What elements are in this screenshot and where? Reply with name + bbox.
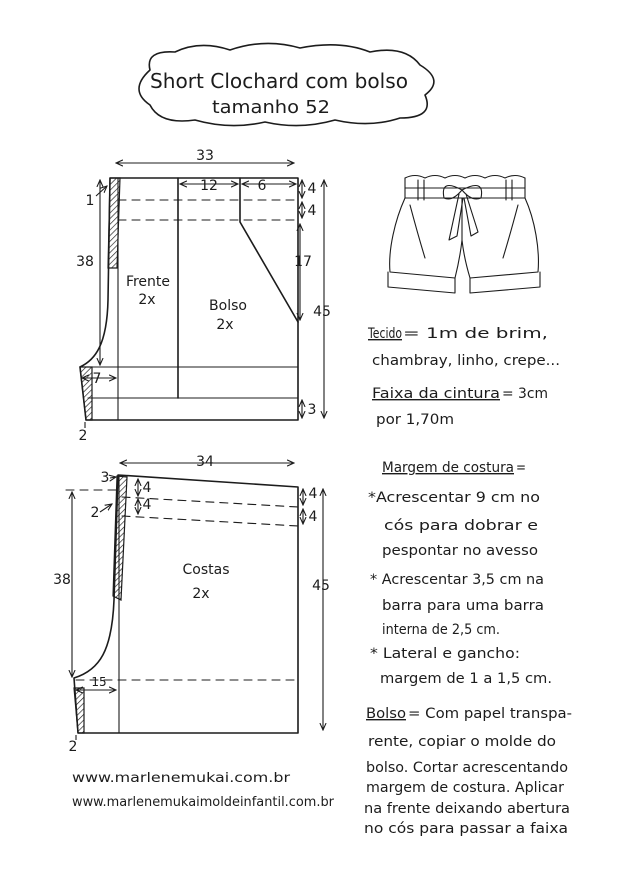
fabric-label: Tecido xyxy=(367,326,402,342)
website-link-2: www.marlenemukaimoldeinfantil.com.br xyxy=(72,795,335,810)
opening-width-label: 6 xyxy=(257,178,267,194)
front-crotch-ext-label: 7 xyxy=(92,371,102,387)
back-fold-line-2 xyxy=(122,516,298,526)
seam-note-2-line-2: barra para uma barra xyxy=(382,598,544,614)
seam-note-1-line-1: *Acrescentar 9 cm no xyxy=(368,490,540,506)
front-crotch-height-label: 38 xyxy=(76,254,94,270)
back-outline xyxy=(74,475,298,733)
front-pattern xyxy=(76,148,331,444)
front-width-label: 33 xyxy=(196,148,214,164)
size-label: tamanho 52 xyxy=(212,97,330,118)
back-rise-pointer-top xyxy=(110,477,116,478)
waistband-label: Faixa da cintura xyxy=(372,386,500,402)
waistband-top xyxy=(405,176,525,179)
back-rise-hatch xyxy=(113,476,127,600)
back-right-fold-label-1: 4 xyxy=(308,486,318,502)
pocket-note-line-2: bolso. Cortar acrescentando xyxy=(366,760,568,776)
seam-note-3-line-1: * Lateral e gancho: xyxy=(370,646,520,662)
back-inseam-mark: 2 xyxy=(68,739,78,755)
seam-note-3-line-2: margem de 1 a 1,5 cm. xyxy=(380,671,552,687)
pocket-piece-label: Bolso xyxy=(209,298,247,314)
crotch-seam xyxy=(455,198,470,278)
seam-allowance-value: = xyxy=(516,460,526,476)
back-inseam-hatch xyxy=(74,688,84,733)
front-rise-pointer xyxy=(96,186,107,196)
right-leg xyxy=(470,198,540,293)
seam-allowance-label: Margem de costura xyxy=(382,460,514,476)
back-pattern xyxy=(53,454,330,755)
waistband-value: = 3cm xyxy=(502,386,548,402)
pocket-piece-qty: 2x xyxy=(216,317,234,333)
website-credits xyxy=(72,771,335,810)
pocket-width-label: 12 xyxy=(200,178,218,194)
back-rise-mark-side: 2 xyxy=(90,505,100,521)
front-piece-qty: 2x xyxy=(138,292,156,308)
seam-note-2-line-1: * Acrescentar 3,5 cm na xyxy=(370,572,544,588)
seam-note-2-line-3: interna de 2,5 cm. xyxy=(382,622,500,638)
front-rise-mark: 1 xyxy=(85,193,95,209)
notes-block xyxy=(364,326,572,837)
shorts-illustration xyxy=(388,176,540,294)
page-title: Short Clochard com bolso xyxy=(150,69,408,93)
website-link-1: www.marlenemukai.com.br xyxy=(72,771,291,786)
pocket-note-line-4: na frente deixando abertura xyxy=(364,801,570,817)
back-piece-label: Costas xyxy=(182,562,230,578)
waistband-length: por 1,70m xyxy=(376,412,454,428)
back-piece-qty: 2x xyxy=(192,586,210,602)
back-crotch-height-label: 38 xyxy=(53,572,71,588)
seam-note-1-line-2: cós para dobrar e xyxy=(384,518,538,534)
back-left-fold-label-1: 4 xyxy=(142,480,152,496)
title-cloud xyxy=(139,43,434,125)
back-width-label: 34 xyxy=(196,454,214,470)
pocket-note-label: Bolso xyxy=(366,706,406,722)
back-left-fold-label-2: 4 xyxy=(142,497,152,513)
back-right-fold-label-2: 4 xyxy=(308,509,318,525)
fabric-value: = 1m de brim, xyxy=(403,326,548,342)
front-piece-label: Frente xyxy=(125,274,171,290)
back-crotch-ext-label: 15 xyxy=(91,675,107,689)
front-inseam-hatch xyxy=(80,367,92,420)
pocket-note-line-3: margem de costura. Aplicar xyxy=(366,780,565,796)
back-rise-mark-top: 3 xyxy=(100,470,110,486)
back-rise-pointer-side xyxy=(100,504,112,512)
front-inseam-mark: 2 xyxy=(78,428,88,444)
fabric-options: chambray, linho, crepe... xyxy=(372,353,560,369)
pocket-depth-label: 17 xyxy=(294,254,312,270)
side-pockets xyxy=(410,205,518,258)
front-hem-label: 3 xyxy=(307,402,317,418)
front-fold-label-1: 4 xyxy=(307,181,317,197)
pocket-note-value: = Com papel transpa- xyxy=(408,706,572,722)
belt-loops xyxy=(418,180,512,200)
pocket-note-line-1: rente, copiar o molde do xyxy=(368,734,556,750)
back-length-label: 45 xyxy=(312,578,330,594)
pocket-note-line-5: no cós para passar a faixa xyxy=(364,821,568,837)
front-fold-label-2: 4 xyxy=(307,203,317,219)
front-length-label: 45 xyxy=(313,304,331,320)
seam-note-1-line-3: pespontar no avesso xyxy=(382,543,538,559)
